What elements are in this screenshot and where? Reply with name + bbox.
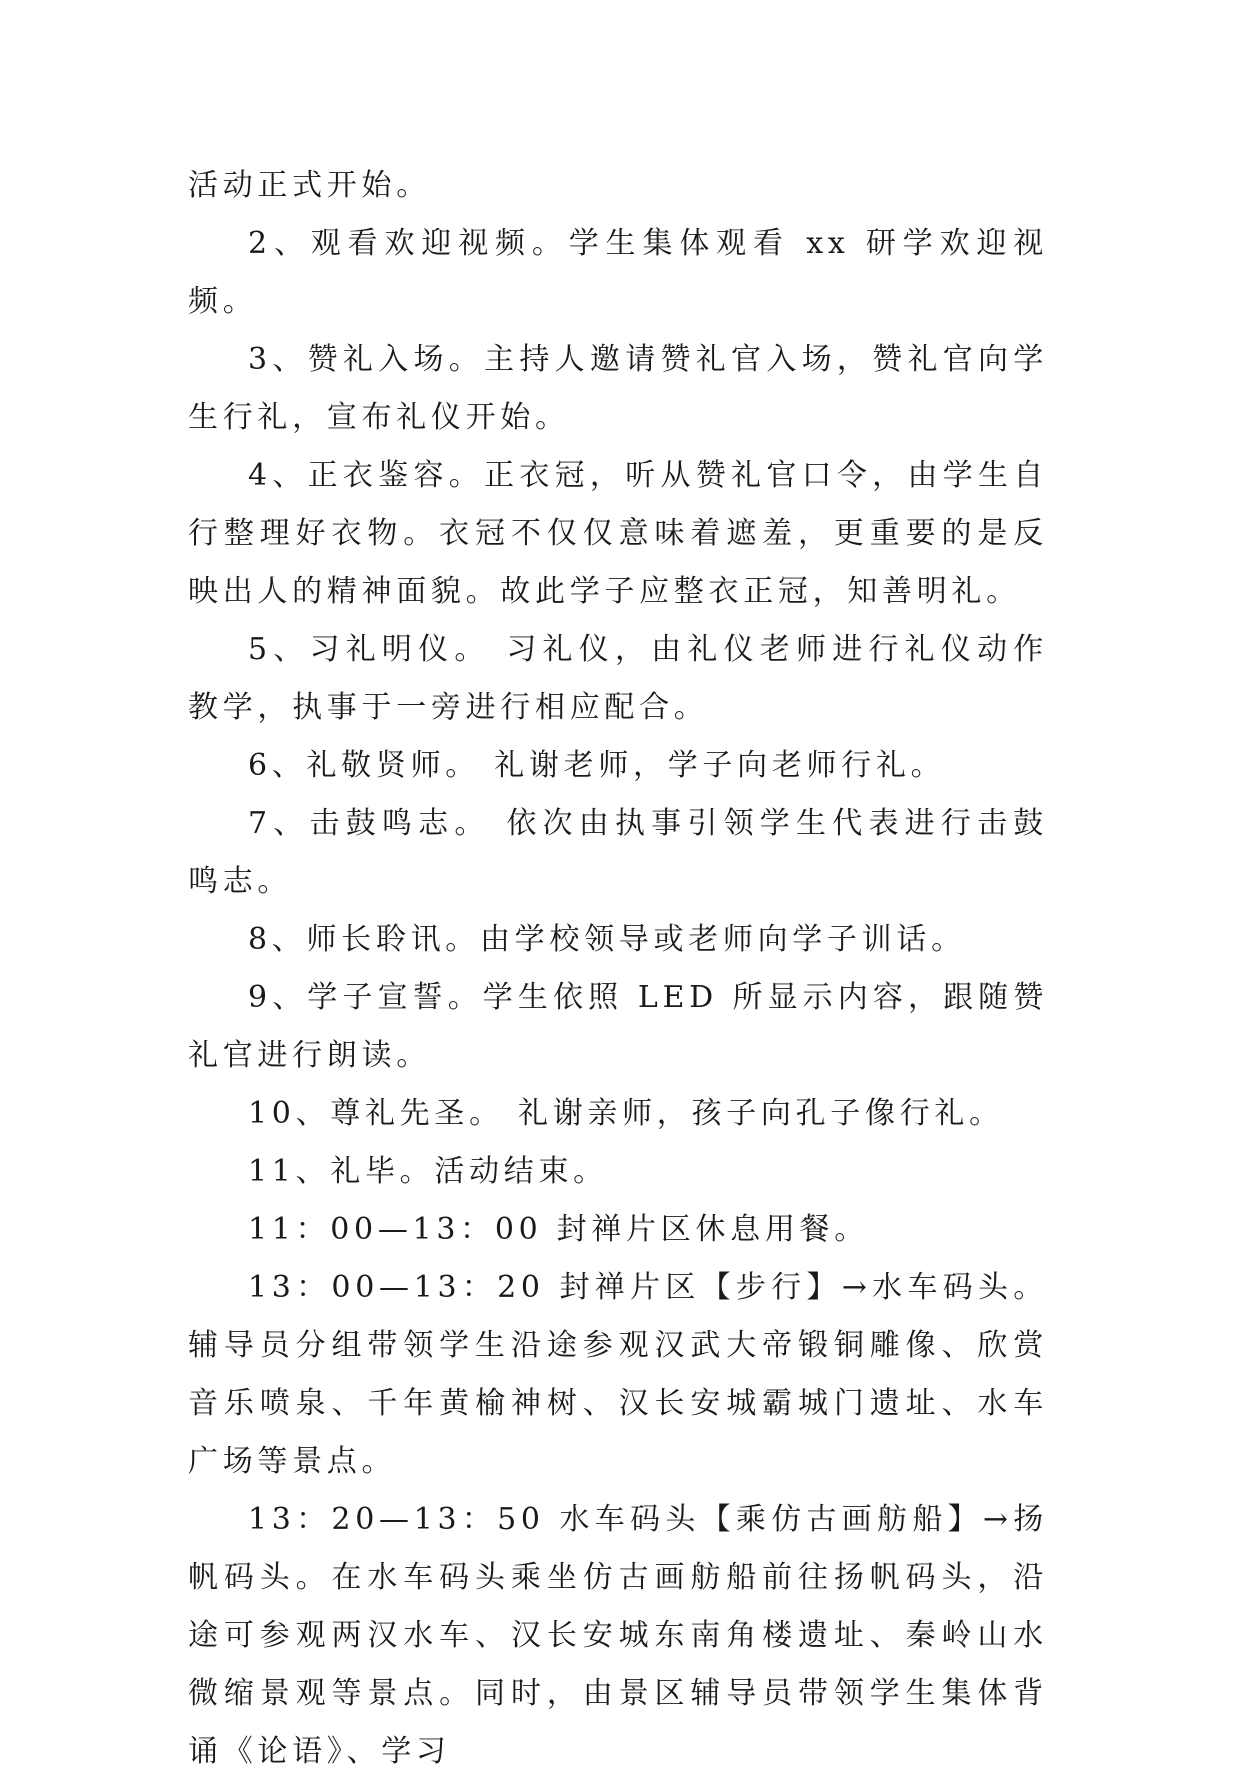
paragraph-lunch-schedule: 11：00—13：00 封禅片区休息用餐。: [248, 1212, 869, 1247]
paragraph-walk-schedule: 13：00—13：20 封禅片区【步行】→水车码头。辅导员分组带领学生沿途参观汉武大帝锻铜雕像、欣赏音乐喷泉、千年黄榆神树、汉长安城霸城门遗址、水车广场等景点。: [188, 1270, 1048, 1479]
paragraph-boat-schedule: 13：20—13：50 水车码头【乘仿古画舫船】→扬帆码头。在水车码头乘坐仿古画舫船前往扬帆码头，沿途可参观两汉水车、汉长安城东南角楼遗址、秦岭山水微缩景观等景点。同时，由景区辅导员带领学生集体背诵《论语》、学习: [188, 1502, 1048, 1769]
paragraph-welcome-video: 2、观看欢迎视频。学生集体观看 xx 研学欢迎视频。: [188, 226, 1048, 319]
paragraph-zanli-entrance: 3、赞礼入场。主持人邀请赞礼官入场，赞礼官向学生行礼，宣布礼仪开始。: [188, 342, 1048, 435]
paragraph-student-oath: 9、学子宣誓。学生依照 LED 所显示内容，跟随赞礼官进行朗读。: [188, 980, 1048, 1073]
paragraph-teacher-address: 8、师长聆讯。由学校领导或老师向学子训话。: [248, 922, 966, 957]
paragraph-honor-sage: 10、尊礼先圣。 礼谢亲师，孩子向孔子像行礼。: [248, 1096, 1004, 1131]
paragraph-drum-ceremony: 7、击鼓鸣志。 依次由执事引领学生代表进行击鼓鸣志。: [188, 806, 1048, 899]
document-body: [188, 157, 1048, 1781]
paragraph-dress-check: 4、正衣鉴容。正衣冠，听从赞礼官口令，由学生自行整理好衣物。衣冠不仅仅意味着遮羞，更重要的是反映出人的精神面貌。故此学子应整衣正冠，知善明礼。: [188, 458, 1048, 609]
paragraph-honor-teachers: 6、礼敬贤师。 礼谢老师，学子向老师行礼。: [248, 748, 946, 783]
paragraph-ceremony-end: 11、礼毕。活动结束。: [248, 1154, 608, 1189]
paragraph-etiquette-practice: 5、习礼明仪。 习礼仪，由礼仪老师进行礼仪动作教学，执事于一旁进行相应配合。: [188, 632, 1048, 725]
paragraph-activity-start: 活动正式开始。: [188, 168, 431, 203]
